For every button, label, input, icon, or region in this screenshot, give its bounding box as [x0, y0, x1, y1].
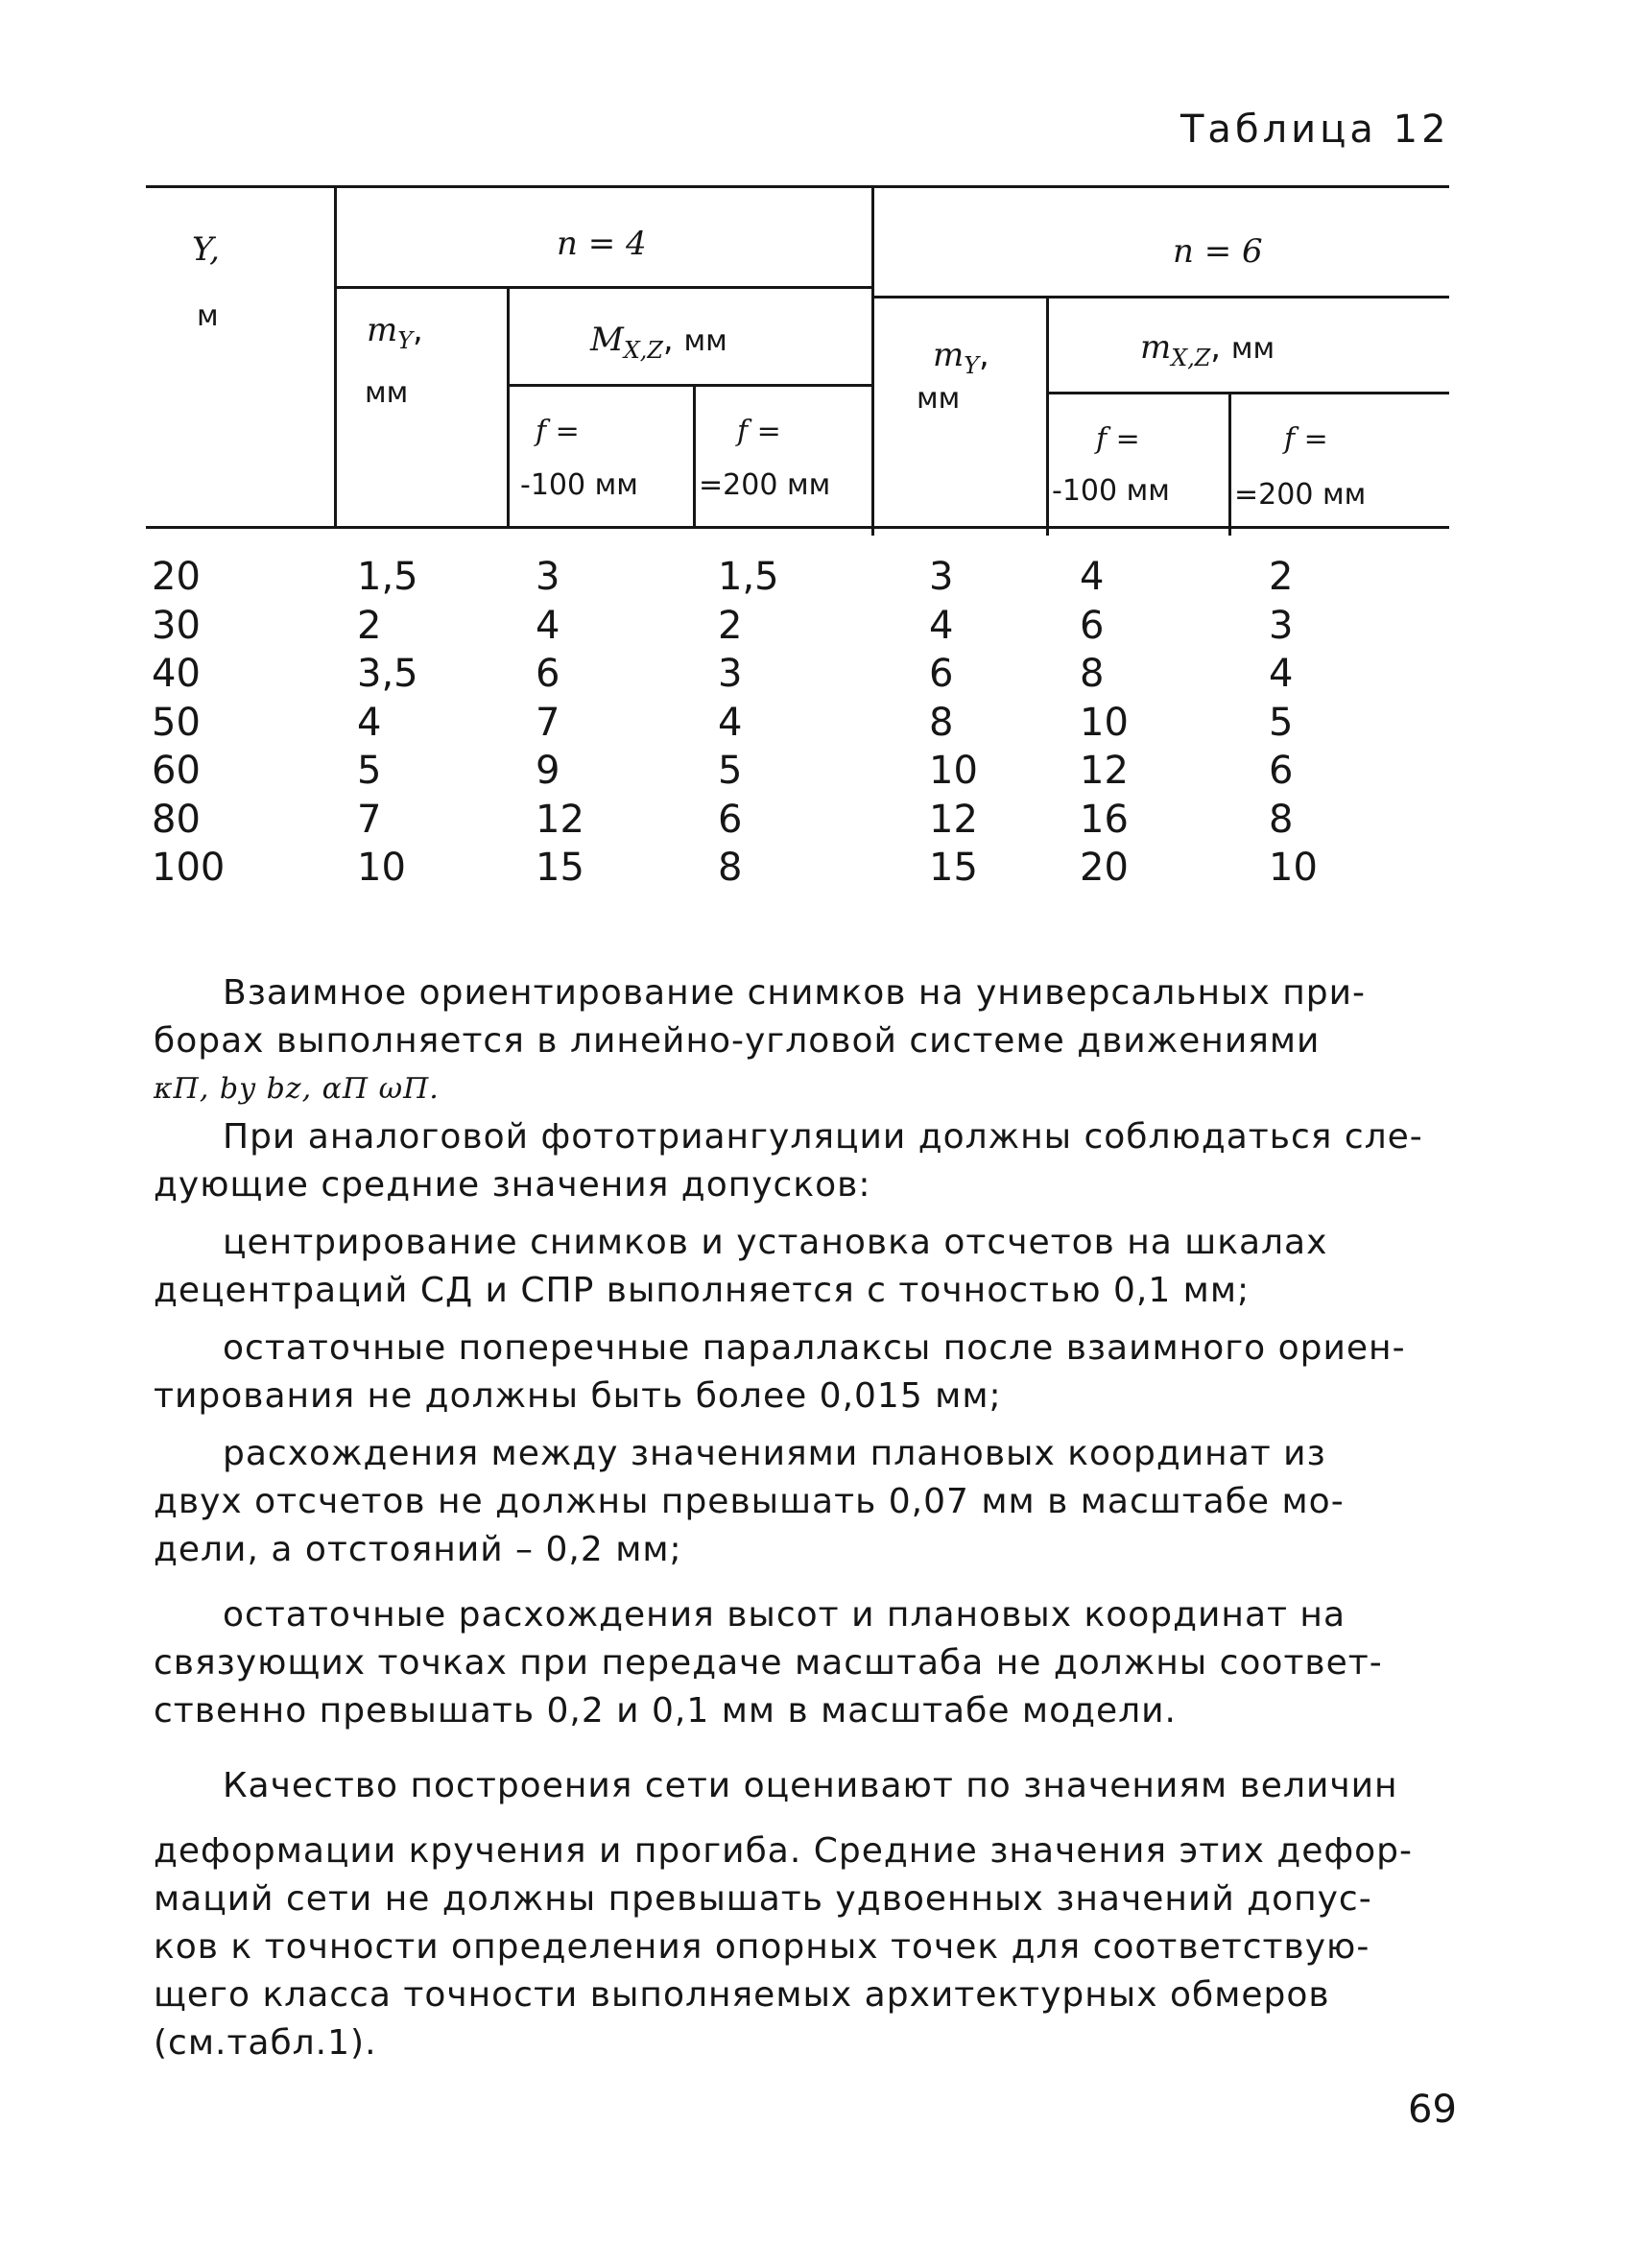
- table-cell: 8: [718, 846, 743, 890]
- paragraph-4-line-2: тирования не должны быть более 0,015 мм;: [154, 1376, 1002, 1416]
- f100-n4-value: -100 мм: [520, 468, 638, 502]
- table-top-rule: [146, 185, 1449, 188]
- page-number: 69: [1408, 2088, 1457, 2132]
- table-cell: 5: [718, 749, 743, 793]
- n4-rule: [334, 286, 871, 289]
- table-cell: 2: [357, 603, 382, 648]
- table-cell: 3: [718, 652, 743, 696]
- y-header: Y,: [192, 230, 220, 269]
- table-cell: 6: [1269, 749, 1294, 793]
- col-divider-y: [334, 185, 337, 528]
- f100-n6-value: -100 мм: [1052, 474, 1170, 508]
- table-cell: 4: [1269, 652, 1294, 696]
- table-cell: 80: [152, 797, 201, 842]
- paragraph-3-line-1: центрирование снимков и установка отсчетов на шкалах: [223, 1223, 1328, 1262]
- table-cell: 6: [1080, 603, 1105, 648]
- table-cell: 20: [1080, 846, 1129, 890]
- table-cell: 10: [1269, 846, 1318, 890]
- n6-header: n = 6: [1173, 232, 1263, 271]
- table-cell: 60: [152, 749, 201, 793]
- table-cell: 30: [152, 603, 201, 648]
- paragraph-2-line-2: дующие средние значения допусков:: [154, 1165, 871, 1205]
- table-caption: Таблица 12: [1180, 107, 1450, 152]
- my4-header: $m_Y$,: [367, 311, 423, 354]
- paragraph-2-line-1: При аналоговой фототриангуляции должны соблюдаться сле-: [223, 1117, 1423, 1157]
- table-header-bottom-rule: [146, 526, 1449, 529]
- paragraph-7-line-2: деформации кручения и прогиба. Средние значения этих дефор-: [154, 1831, 1414, 1871]
- paragraph-5-line-3: дели, а отстояний – 0,2 мм;: [154, 1530, 682, 1569]
- table-cell: 9: [536, 749, 560, 793]
- table-cell: 4: [929, 603, 954, 648]
- paragraph-7-line-1: Качество построения сети оценивают по значениям величин: [223, 1766, 1398, 1805]
- col-divider-my6: [1046, 296, 1049, 536]
- table-cell: 10: [929, 749, 978, 793]
- table-cell: 1,5: [718, 555, 779, 599]
- table-cell: 3: [929, 555, 954, 599]
- col-divider-my4: [507, 286, 510, 528]
- table-cell: 8: [1080, 652, 1105, 696]
- table-cell: 2: [718, 603, 743, 648]
- paragraph-1-formula: κП, by bz, αП ωП.: [154, 1072, 440, 1106]
- my4-unit: мм: [365, 376, 409, 410]
- paragraph-3-line-2: децентраций СД и СПР выполняется с точностью 0,1 мм;: [154, 1271, 1251, 1310]
- f100-n6-label: f =: [1096, 422, 1140, 456]
- table-cell: 6: [536, 652, 560, 696]
- paragraph-4-line-1: остаточные поперечные параллаксы после взаимного ориен-: [223, 1328, 1406, 1368]
- col-divider-n: [871, 185, 874, 536]
- f200-n4-value: =200 мм: [699, 468, 831, 502]
- table-cell: 4: [1080, 555, 1105, 599]
- my6-unit: мм: [917, 382, 961, 416]
- table-cell: 16: [1080, 797, 1129, 842]
- table-cell: 7: [536, 700, 560, 745]
- table-cell: 2: [1269, 555, 1294, 599]
- mxz4-rule: [507, 384, 871, 387]
- table-cell: 10: [1080, 700, 1129, 745]
- table-cell: 12: [1080, 749, 1129, 793]
- table-cell: 8: [1269, 797, 1294, 842]
- paragraph-6-line-2: связующих точках при передаче масштаба не должны соответ-: [154, 1643, 1383, 1683]
- paragraph-7-line-3: маций сети не должны превышать удвоенных значений допус-: [154, 1879, 1372, 1919]
- table-cell: 10: [357, 846, 406, 890]
- paragraph-7-line-4: ков к точности определения опорных точек для соответствую-: [154, 1927, 1370, 1967]
- table-cell: 20: [152, 555, 201, 599]
- paragraph-5-line-2: двух отсчетов не должны превышать 0,07 мм в масштабе мо-: [154, 1482, 1345, 1521]
- table-cell: 3: [1269, 603, 1294, 648]
- table-cell: 50: [152, 700, 201, 745]
- n4-header: n = 4: [557, 225, 647, 263]
- paragraph-6-line-1: остаточные расхождения высот и плановых координат на: [223, 1595, 1346, 1635]
- f100-n4-label: f =: [536, 415, 580, 448]
- mxz6-rule: [1046, 392, 1449, 394]
- table-cell: 7: [357, 797, 382, 842]
- col-divider-f4: [693, 384, 696, 528]
- table-cell: 4: [718, 700, 743, 745]
- f200-n6-value: =200 мм: [1234, 478, 1367, 512]
- table-cell: 5: [1269, 700, 1294, 745]
- table-cell: 12: [536, 797, 584, 842]
- mxz6-header: $m_{X,Z}$, мм: [1140, 328, 1275, 371]
- body-text: [154, 969, 1497, 2067]
- table-cell: 6: [929, 652, 954, 696]
- paragraph-1-line-2: борах выполняется в линейно-угловой системе движениями: [154, 1021, 1321, 1061]
- table-cell: 15: [536, 846, 584, 890]
- table-cell: 1,5: [357, 555, 418, 599]
- paragraph-1-line-1: Взаимное ориентирование снимков на универсальных при-: [223, 973, 1366, 1013]
- paragraph-6-line-3: ственно превышать 0,2 и 0,1 мм в масштабе модели.: [154, 1691, 1177, 1731]
- table-cell: 3,5: [357, 652, 418, 696]
- col-divider-f6: [1228, 392, 1231, 536]
- my6-header: $m_Y$,: [933, 336, 989, 379]
- paragraph-7-line-6: (см.табл.1).: [154, 2023, 377, 2063]
- table-cell: 40: [152, 652, 201, 696]
- table-cell: 3: [536, 555, 560, 599]
- paragraph-5-line-1: расхождения между значениями плановых координат из: [223, 1434, 1326, 1473]
- paragraph-7-line-5: щего класса точности выполняемых архитектурных обмеров: [154, 1975, 1330, 2015]
- mxz4-header: $M_{X,Z}$, мм: [590, 321, 727, 364]
- table-cell: 5: [357, 749, 382, 793]
- table-cell: 6: [718, 797, 743, 842]
- table-cell: 4: [536, 603, 560, 648]
- table-cell: 100: [152, 846, 226, 890]
- f200-n6-label: f =: [1284, 422, 1328, 456]
- n6-rule: [871, 296, 1449, 298]
- table-cell: 8: [929, 700, 954, 745]
- table-cell: 15: [929, 846, 978, 890]
- y-unit: м: [197, 299, 219, 333]
- table-cell: 12: [929, 797, 978, 842]
- table-cell: 4: [357, 700, 382, 745]
- f200-n4-label: f =: [737, 415, 781, 448]
